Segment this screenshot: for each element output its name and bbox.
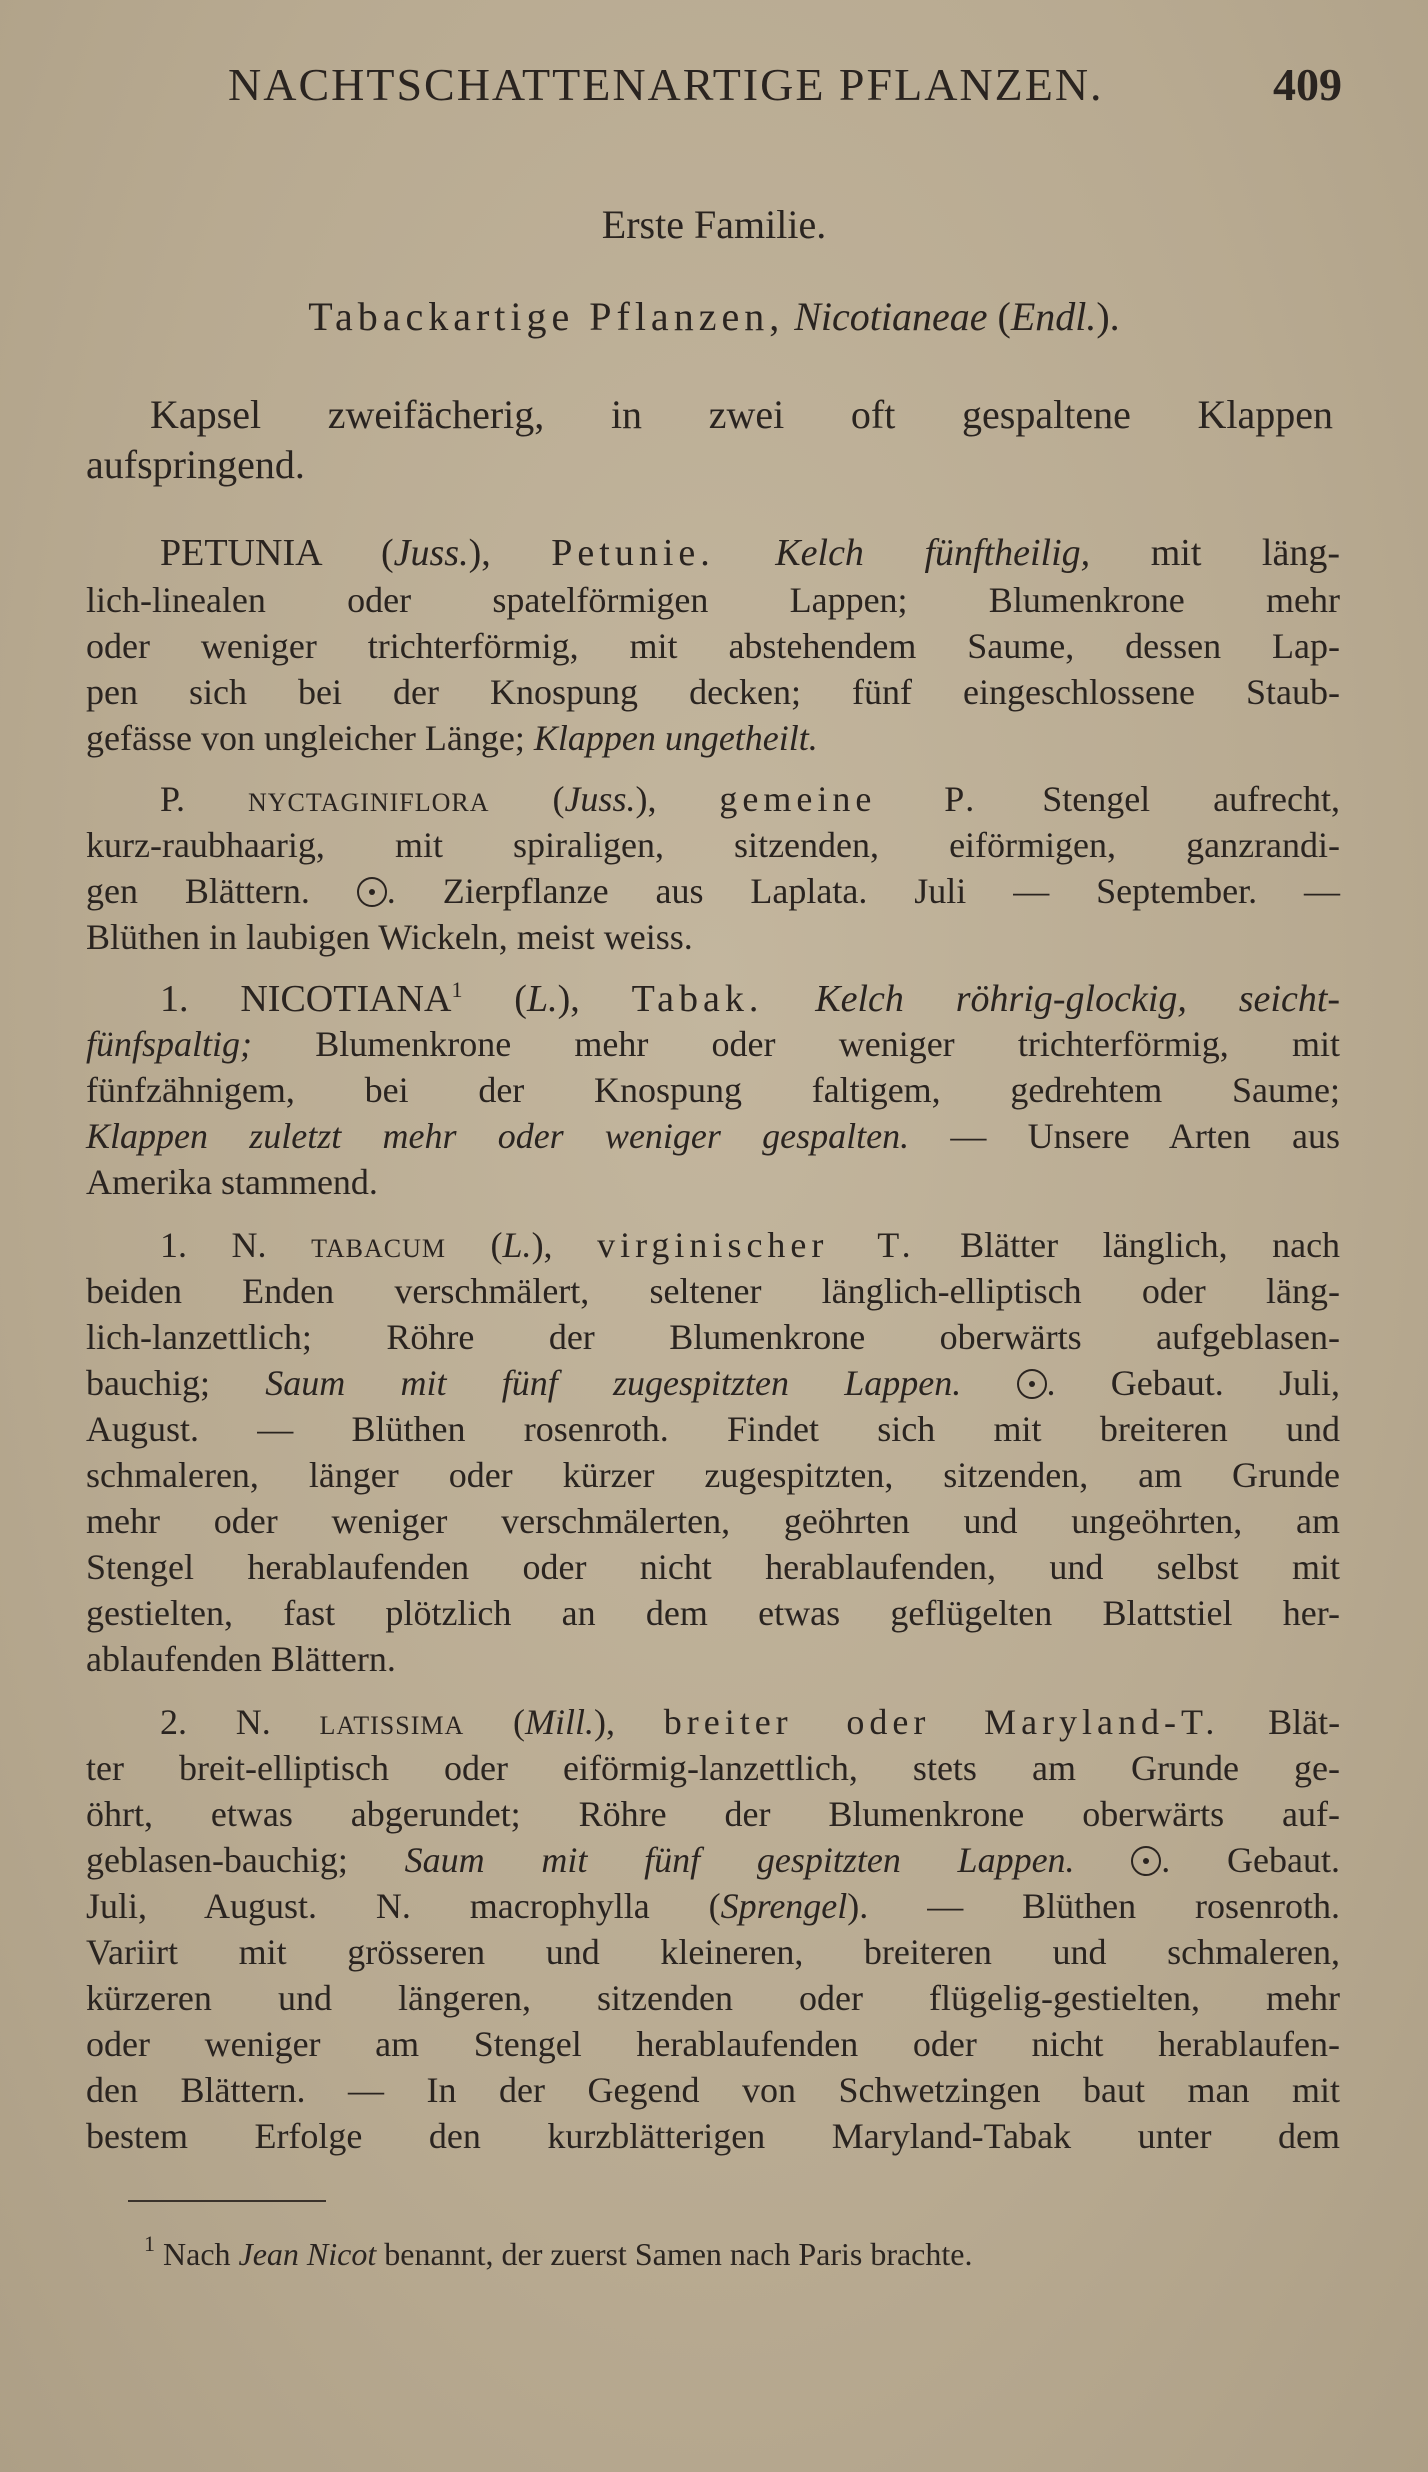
running-title: NACHTSCHATTENARTIGE PFLANZEN. <box>228 59 1104 110</box>
nicotiana-line-1: 1. NICOTIANA$^1$ (L.), Tabak. Kelch röhrig-glockig, seicht- <box>160 977 1341 1020</box>
latissima-line-4: geblasen-bauchig; Saum mit fünf gespitzten Lappen. . Gebaut. <box>86 1840 1340 1880</box>
family-subheading: Tabackartige Pflanzen, Nicotianeae (Endl.). <box>308 294 1120 339</box>
latissima-line-6: Variirt mit grösseren und kleineren, breiteren und schmaleren, <box>86 1932 1340 1972</box>
nyctaginiflora-line-2: kurz-raubhaarig, mit spiraligen, sitzenden, eiförmigen, ganzrandi- <box>86 825 1340 865</box>
tabacum-line-7: mehr oder weniger verschmälerten, geöhrten und ungeöhrten, am <box>86 1501 1340 1541</box>
running-header <box>228 58 1342 118</box>
nyctaginiflora-line-3: gen Blättern. . Zierpflanze aus Laplata. Juli — September. — <box>86 871 1341 911</box>
intro-line-2: aufspringend. <box>86 442 305 487</box>
footnote-marker: 1 <box>451 977 463 1002</box>
petunia-line-4: pen sich bei der Knospung decken; fünf eingeschlossene Staub- <box>86 672 1340 712</box>
latissima-line-9: den Blättern. — In der Gegend von Schwetzingen baut man mit <box>86 2070 1340 2110</box>
page-number: 409 <box>1273 59 1342 110</box>
nyctaginiflora-line-1: P. NYCTAGINIFLORA (Juss.), gemeine P. Stengel aufrecht, <box>160 779 1341 819</box>
petunia-line-3: oder weniger trichterförmig, mit abstehendem Saume, dessen Lap- <box>86 626 1340 666</box>
tabacum-line-4: bauchig; Saum mit fünf zugespitzten Lappen. . Gebaut. Juli, <box>86 1363 1341 1403</box>
tabacum-line-1: 1. N. TABACUM (L.), virginischer T. Blätter länglich, nach <box>160 1225 1341 1265</box>
latissima-line-5: Juli, August. N. macrophylla (Sprengel). — Blüthen rosenroth. <box>86 1886 1340 1926</box>
petunia-line-1: PETUNIA (Juss.), Petunie. Kelch fünftheilig, mit läng- <box>160 532 1340 574</box>
footnote-rule <box>128 2200 326 2202</box>
petunia-line-2: lich-linealen oder spatelförmigen Lappen; Blumenkrone mehr <box>86 580 1340 620</box>
nicotiana-line-5: Amerika stammend. <box>86 1162 378 1202</box>
nicotiana-line-3: fünfzähnigem, bei der Knospung faltigem, gedrehtem Saume; <box>86 1070 1340 1110</box>
tabacum-line-10: ablaufenden Blättern. <box>86 1639 396 1679</box>
annual-plant-symbol-icon <box>1017 1369 1047 1399</box>
annual-plant-symbol-icon <box>357 877 387 907</box>
latissima-line-2: ter breit-elliptisch oder eiförmig-lanzettlich, stets am Grunde ge- <box>86 1748 1340 1788</box>
annual-plant-symbol-icon <box>1131 1846 1161 1876</box>
tabacum-line-3: lich-lanzettlich; Röhre der Blumenkrone oberwärts aufgeblasen- <box>86 1317 1340 1357</box>
latissima-line-1: 2. N. LATISSIMA (Mill.), breiter oder Maryland-T. Blät- <box>160 1702 1341 1742</box>
tabacum-line-8: Stengel herablaufenden oder nicht herablaufenden, und selbst mit <box>86 1547 1340 1587</box>
footnote: $^1$ Nach Jean Nicot benannt, der zuerst Samen nach Paris brachte. <box>144 2231 973 2272</box>
nyctaginiflora-line-4: Blüthen in laubigen Wickeln, meist weiss. <box>86 917 693 957</box>
tabacum-line-5: August. — Blüthen rosenroth. Findet sich mit breiteren und <box>86 1409 1340 1449</box>
latissima-line-10: bestem Erfolge den kurzblätterigen Maryland-Tabak unter dem <box>86 2116 1340 2156</box>
petunia-line-5: gefässe von ungleicher Länge; Klappen ungetheilt. <box>86 718 818 758</box>
nicotiana-line-2: fünfspaltig; Blumenkrone mehr oder weniger trichterförmig, mit <box>86 1024 1340 1064</box>
latissima-line-7: kürzeren und längeren, sitzenden oder flügelig-gestielten, mehr <box>86 1978 1340 2018</box>
nicotiana-line-4: Klappen zuletzt mehr oder weniger gespalten. — Unsere Arten aus <box>86 1116 1341 1156</box>
intro-line-1: Kapsel zweifächerig, in zwei oft gespaltene Klappen <box>150 392 1333 437</box>
latissima-line-8: oder weniger am Stengel herablaufenden oder nicht herablaufen- <box>86 2024 1340 2064</box>
tabacum-line-2: beiden Enden verschmälert, seltener länglich-elliptisch oder läng- <box>86 1271 1340 1311</box>
family-heading: Erste Familie. <box>601 202 827 247</box>
tabacum-line-9: gestielten, fast plötzlich an dem etwas geflügelten Blattstiel her- <box>86 1593 1340 1633</box>
latissima-line-3: öhrt, etwas abgerundet; Röhre der Blumenkrone oberwärts auf- <box>86 1794 1340 1834</box>
tabacum-line-6: schmaleren, länger oder kürzer zugespitzten, sitzenden, am Grunde <box>86 1455 1340 1495</box>
